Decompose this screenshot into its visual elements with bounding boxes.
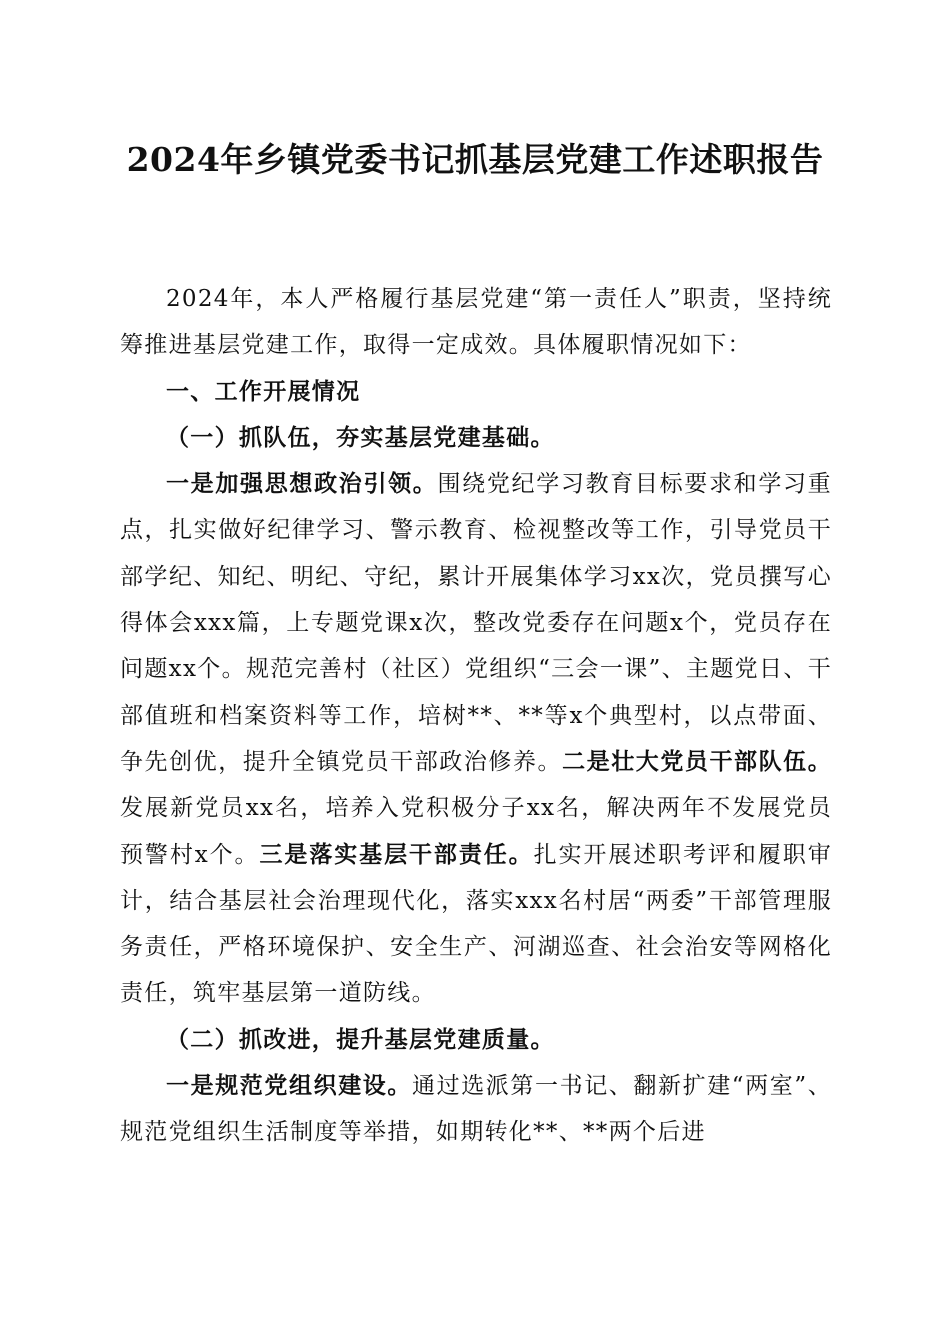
paragraph-body: 扎实开展述职考评和履职审计，结合基层社会治理现代化，落实xxx名村居“两委”干部管理服务责任，严格环境保护、安全生产、河湖巡查、社会治安等网格化责任，筑牢基层第一道防线。 [120,841,832,1007]
intro-paragraph: 2024年，本人严格履行基层党建“第一责任人”职责，坚持统筹推进基层党建工作，取得一定成效。具体履职情况如下： [120,286,832,359]
document-body [120,276,832,1156]
paragraph-body: 发展新党员xx名，培养入党积极分子xx名，解决两年不发展党员预警村x个。 [120,795,832,868]
paragraph-lead: 二是壮大党员干部队伍。 [562,747,832,775]
paragraph-lead: 三是落实基层干部责任。 [259,840,534,868]
document-title: 2024年乡镇党委书记抓基层党建工作述职报告 [126,140,824,179]
paragraph-org-building [120,1063,832,1156]
section-heading: 一、工作开展情况 [166,378,361,405]
paragraph-body: 围绕党纪学习教育目标要求和学习重点，扎实做好纪律学习、警示教育、检视整改等工作，引导党员干部学纪、知纪、明纪、守纪，累计开展集体学习xx次，党员撰写心得体会xxx篇，上专题党课x次，整改党委存在问题x个，党员存在问题xx个。规范完善村（社区）党组织“三会一课”、主题党日、干部值班和档案资料等工作，培树**、**等x个典型村，以点带面、争先创优，提升全镇党员干部政治修养。 [120,471,832,775]
paragraph-lead: 一是加强思想政治引领。 [166,470,438,498]
subsection-heading-1: （一）抓队伍，夯实基层党建基础。 [166,423,555,451]
paragraph-lead: 一是规范党组织建设。 [166,1072,412,1100]
paragraph-body: 通过选派第一书记、翻新扩建“两室”、规范党组织生活制度等举措，如期转化**、**两个后进 [120,1073,833,1146]
paragraph-team-building [120,461,832,1017]
subsection-heading-2: （二）抓改进，提升基层党建质量。 [166,1025,555,1053]
